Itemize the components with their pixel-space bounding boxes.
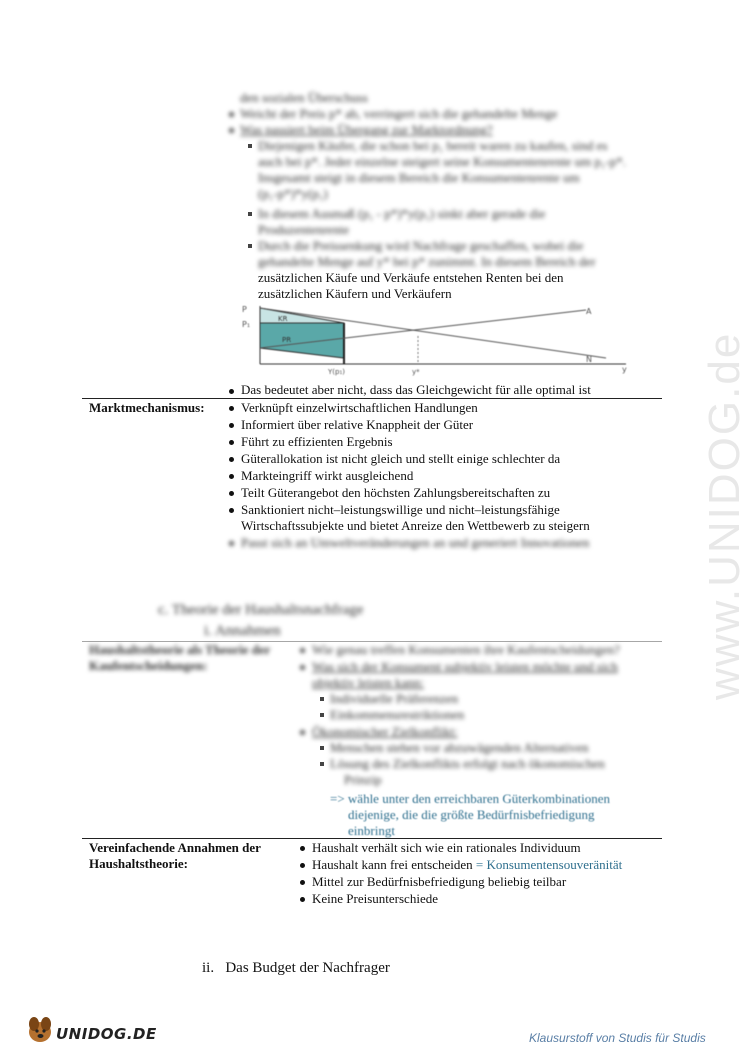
rent-diagram: [236, 302, 636, 378]
square-bullet-icon: [320, 697, 324, 701]
blurred-bullet: Was sich der Konsument subjektiv leisten möchte und sich: [312, 659, 618, 674]
blurred-bullet: Ökonomischer Zielkonflikt:: [312, 724, 458, 739]
square-bullet-icon: [320, 762, 324, 766]
vereinfachend-label: Haushaltstheorie:: [89, 856, 188, 871]
markt-label: Marktmechanismus:: [89, 400, 205, 415]
label-kr: KR: [278, 315, 288, 323]
note-bullet: Das bedeutet aber nicht, dass das Gleichgewicht für alle optimal ist: [241, 382, 591, 397]
blurred-bullet: Weicht der Preis p* ab, verringert sich die gehandelte Menge: [240, 106, 558, 121]
left-label: Kaufentscheidungen:: [89, 658, 208, 673]
bullet-icon: [300, 897, 305, 902]
bullet-icon: [229, 491, 234, 496]
bullet-icon: [229, 406, 234, 411]
label-a: A: [586, 307, 592, 316]
blurred-line: gehandelte Menge auf y* bei p* zunimmt. In diesem Bereich der: [258, 254, 596, 269]
list-item: Güterallokation ist nicht gleich und stellt einige schlechter da: [241, 451, 561, 466]
square-bullet-icon: [248, 244, 252, 248]
blurred-line: (p₁-p*)*y(p₁): [258, 186, 328, 201]
blurred-sub: Individuelle Präferenzen: [330, 691, 459, 706]
bullet-icon: [300, 665, 305, 670]
bullet-icon: [300, 863, 305, 868]
bullet-icon: [300, 880, 305, 885]
bullet-icon: [229, 541, 234, 546]
subsection-heading: ii. Das Budget der Nachfrager: [202, 960, 390, 976]
table-divider: [82, 838, 662, 839]
list-item: Markteingriff wirkt ausgleichend: [241, 468, 414, 483]
bullet-icon: [300, 648, 305, 653]
paragraph-line: zusätzlichen Käufe und Verkäufe entstehen Renten bei den: [258, 270, 564, 285]
blurred-bullet: Was passiert beim Übergang zur Marktordnung?: [240, 122, 493, 137]
footer-tagline: Klausurstoff von Studis für Studis: [529, 1031, 706, 1045]
blurred-line: den sozialen Überschuss: [240, 90, 368, 105]
arrow-conclusion: => wähle unter den erreichbaren Güterkombinationen: [330, 791, 610, 806]
blurred-list-item: Passt sich an Umweltveränderungen an und generiert Innovationen: [241, 535, 590, 550]
bullet-icon: [229, 508, 234, 513]
left-label: Haushaltstheorie als Theorie der: [89, 642, 271, 657]
label-p1: P₁: [242, 320, 251, 329]
bullet-icon: [229, 457, 234, 462]
square-bullet-icon: [320, 713, 324, 717]
list-item: Sanktioniert nicht–leistungswillige und nicht–leistungsfähige: [241, 502, 560, 517]
list-item: Informiert über relative Knappheit der Güter: [241, 417, 474, 432]
label-pr: PR: [282, 336, 292, 344]
blurred-sub: Einkommensrestriktionen: [330, 707, 465, 722]
arrow-conclusion: diejenige, die die größte Bedürfnisbefriedigung: [348, 807, 595, 822]
watermark-text: www.UNIDOG.de: [700, 331, 749, 700]
list-item: Verknüpft einzelwirtschaftlichen Handlungen: [241, 400, 478, 415]
bullet-icon: [229, 389, 234, 394]
paragraph-line: zusätzlichen Käufern und Verkäufern: [258, 286, 452, 301]
bullet-icon: [229, 112, 234, 117]
list-item: Teilt Güterangebot den höchsten Zahlungsbereitschaften zu: [241, 485, 551, 500]
bullet-icon: [229, 128, 234, 133]
dog-logo-icon: [24, 1014, 56, 1044]
list-item: [312, 857, 622, 873]
list-item: Mittel zur Bedürfnisbefriedigung beliebig teilbar: [312, 874, 567, 889]
pr-area: [260, 323, 344, 358]
blurred-sub: Prinzip: [344, 772, 382, 787]
table-divider: [82, 398, 662, 399]
bullet-icon: [229, 474, 234, 479]
section-heading: c. Theorie der Haushaltsnachfrage: [158, 602, 364, 618]
square-bullet-icon: [248, 144, 252, 148]
square-bullet-icon: [248, 212, 252, 216]
bullet-icon: [229, 440, 234, 445]
square-bullet-icon: [320, 746, 324, 750]
bullet-icon: [300, 730, 305, 735]
highlight-text: = Konsumentensouveränität: [472, 857, 623, 872]
arrow-conclusion: einbringt: [348, 823, 395, 838]
vereinfachend-label: Vereinfachende Annahmen der: [89, 840, 261, 855]
blurred-line: auch bei p*. Jeder einzelne steigert seine Konsumentenrente um p₁-p*.: [258, 154, 627, 169]
label-x2: y*: [412, 368, 420, 376]
blurred-line: Diejenigen Käufer, die schon bei p₁ bereit waren zu kaufen, sind es: [258, 138, 608, 153]
blurred-sub: Menschen stehen vor abzuwägenden Alternativen: [330, 740, 589, 755]
label-p: P: [242, 305, 247, 314]
list-item: Haushalt verhält sich wie ein rationales Individuum: [312, 840, 581, 855]
blurred-bullet: Wie genau treffen Konsumenten ihre Kaufentscheidungen?: [312, 642, 620, 657]
label-n: N: [586, 355, 592, 364]
blurred-line: Insgesamt steigt in diesem Bereich die Konsumentenrente um: [258, 170, 580, 185]
list-item-text: Haushalt kann frei entscheiden: [312, 857, 473, 872]
label-x1: Y(p₁): [328, 368, 345, 376]
bullet-icon: [229, 423, 234, 428]
blurred-line: In diesem Ausmaß (p₁ - p*)*y(p₁) sinkt aber gerade die: [258, 206, 546, 221]
list-item: Keine Preisunterschiede: [312, 891, 438, 906]
list-item-continuation: Wirtschaftssubjekte und bietet Anreize den Wettbewerb zu steigern: [241, 518, 590, 533]
subsection-heading: i. Annahmen: [204, 623, 281, 639]
bullet-icon: [300, 846, 305, 851]
blurred-bullet: objektiv leisten kann:: [312, 675, 424, 690]
label-y: y: [622, 365, 627, 374]
blurred-line: Produzentenrente: [258, 222, 349, 237]
logo-text: UNIDOG.DE: [56, 1025, 157, 1043]
blurred-line: Durch die Preissenkung wird Nachfrage geschaffen, wobei die: [258, 238, 584, 253]
list-item: Führt zu effizienten Ergebnis: [241, 434, 393, 449]
blurred-sub: Lösung des Zielkonflikts erfolgt nach ökonomischen: [330, 756, 605, 771]
